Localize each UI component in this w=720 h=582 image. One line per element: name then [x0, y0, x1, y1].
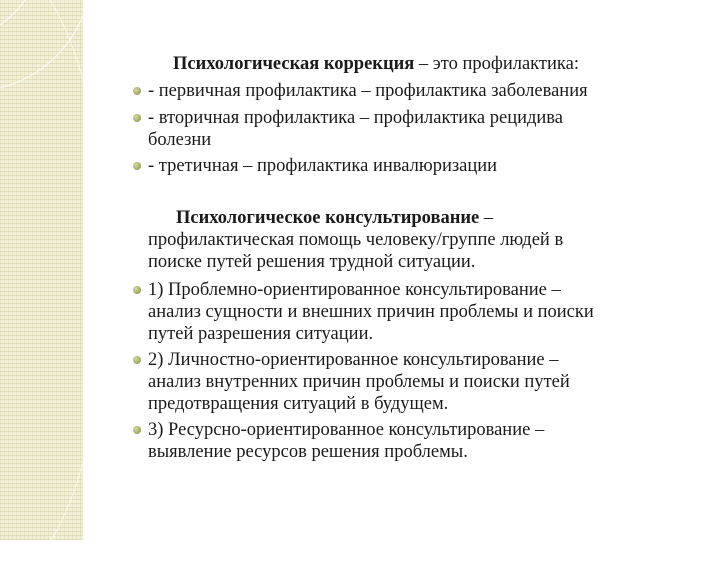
correction-item-secondary: - вторичная профилактика – профилактика рецидива	[148, 108, 564, 128]
olive-round-bullet-icon	[133, 356, 141, 364]
correction-item-primary: - первичная профилактика – профилактика заболевания	[148, 81, 588, 101]
consulting-heading-rest: –	[479, 208, 494, 228]
consulting-heading	[176, 207, 493, 229]
consulting-type-1-line-1: 1) Проблемно-ориентированное консультирование –	[148, 280, 561, 300]
consulting-definition-line-2: поиске путей решения трудной ситуации.	[148, 252, 476, 272]
olive-round-bullet-icon	[133, 162, 141, 170]
olive-round-bullet-icon	[133, 87, 141, 95]
olive-round-bullet-icon	[133, 426, 141, 434]
consulting-type-2-line-2: анализ внутренних причин проблемы и поиски путей	[148, 372, 570, 392]
correction-item-tertiary: - третичная – профилактика инвалюризации	[148, 156, 498, 176]
consulting-type-3-line-2: выявление ресурсов решения проблемы.	[148, 442, 468, 462]
consulting-type-1-line-3: путей разрешения ситуации.	[148, 324, 374, 344]
correction-heading-term: Психологическая коррекция	[173, 54, 415, 74]
consulting-type-1-line-2: анализ сущности и внешних причин проблемы и поиски	[148, 302, 594, 322]
olive-round-bullet-icon	[133, 114, 141, 122]
olive-round-bullet-icon	[133, 286, 141, 294]
correction-item-secondary-cont: болезни	[148, 130, 212, 150]
consulting-type-3-line-1: 3) Ресурсно-ориентированное консультирование –	[148, 420, 545, 440]
correction-heading-rest: – это профилактика:	[414, 54, 579, 74]
consulting-heading-term: Психологическое консультирование	[176, 208, 480, 228]
consulting-type-2-line-1: 2) Личностно-ориентированное консультирование –	[148, 350, 559, 370]
consulting-definition-line-1: профилактическая помощь человеку/группе людей в	[148, 230, 564, 250]
correction-heading	[173, 53, 579, 75]
consulting-type-2-line-3: предотвращения ситуаций в будущем.	[148, 394, 449, 414]
